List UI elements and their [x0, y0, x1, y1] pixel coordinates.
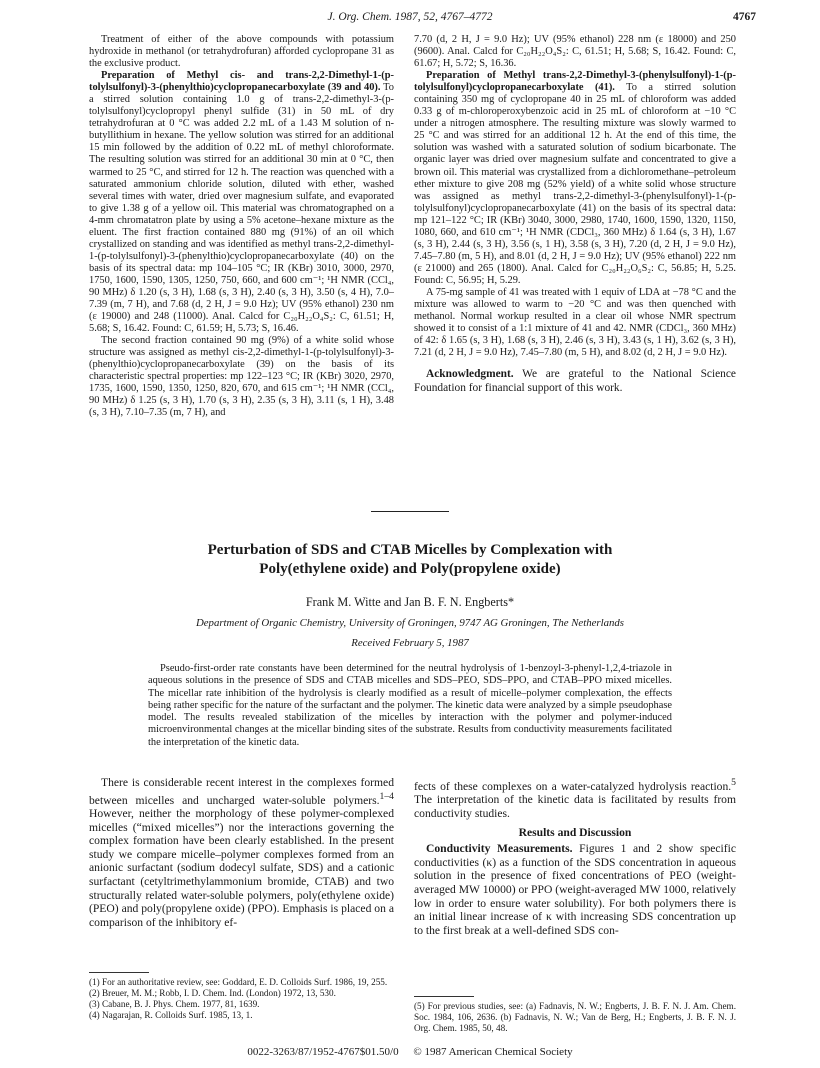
page-number: 4767	[733, 11, 756, 23]
paragraph-heading: Preparation of Methyl trans-2,2-Dimethyl-3-(phenylsulfonyl)-1-(p-tolylsulfonyl)cyclopropanecarboxylate (41).	[414, 70, 736, 94]
acknowledgment-body: We are grateful to the National Science Foundation for financial support of this work.	[414, 368, 736, 394]
footnotes-left	[89, 977, 394, 1021]
paragraph	[89, 70, 394, 335]
footnote: (3) Cabane, B. J. Phys. Chem. 1977, 81, 1639.	[89, 998, 260, 1009]
previous-article-column-right	[414, 34, 736, 395]
footnote: (1) For an authoritative review, see: Goddard, E. D. Colloids Surf. 1986, 19, 255.	[89, 977, 388, 987]
page-footer	[200, 1046, 620, 1058]
article-separator	[371, 511, 449, 512]
received-date: Received February 5, 1987	[351, 637, 469, 649]
paragraph: fects of these complexes on a water-catalyzed hydrolysis reaction.$^5$ The interpretation of the kinetic data is facilitated by results from conductivity studies.	[414, 777, 736, 821]
paragraph-body: Figures 1 and 2 show specific conductivities (κ) as a function of the SDS concentration in aqueous solution in the presence of fixed concentrations of PEO (weight-averaged MW 10000) or PPO (weight-averaged MW 1000, relatively low in order to ensure water solubility). For both polymers there is an initial linear increase of κ with increasing SDS concentration up to the first break at a well-defined SDS con-	[414, 842, 736, 937]
paragraph-body: To a stirred solution containing 350 mg of cyclopropane 40 in 25 mL of chloroform was added 0.33 g of m-chloroperoxybenzoic acid in 25 mL of chloroform at −10 °C under a nitrogen atmosphere. The resulting mixture was slowly warmed to 25 °C and was stirred for an additional 12 h. At the end of this time, the solution was washed with a saturated solution of sodium bicarbonate. The organic layer was dried over magnesium sulfate and concentrated to give a brown oil. This material was crystallized from a dichloromethane–petroleum ether mixture to give 208 mg (52% yield) of a white solid whose structure was assigned as methyl trans-2,2-dimethyl-3-(phenylsulfonyl)-1-(p-tolylsulfonyl)cyclopropanecarboxylate (41) on the basis of its spectral data: mp 121–122 °C; IR (KBr) 3040, 3000, 2980, 1740, 1600, 1590, 1320, 1150, 1080, 660, and 610 cm⁻¹; ¹H NMR (CDCl₃, 360 MHz) δ 1.64 (s, 3 H), 1.67 (s, 3 H), 2.44 (s, 3 H), 3.56 (s, 1 H), 3.58 (s, 3 H), 7.20 (d, 2 H, J = 9.0 Hz), 7.45–7.80 (m, 5 H), and 8.01 (d, 2 H, J = 9.0 Hz); UV (95% ethanol) 222 nm (ε 21000) and 265 (1800). Anal. Calcd for C₂₀H₂₂O₆S₂: C, 56.85; H, 5.25. Found: C, 56.95; H, 5.29.	[414, 82, 736, 286]
footnote-rule	[89, 972, 149, 973]
paragraph	[414, 70, 736, 287]
footnote-rule	[414, 996, 474, 997]
paragraph: 7.70 (d, 2 H, J = 9.0 Hz); UV (95% ethanol) 228 nm (ε 18000) and 250 (9600). Anal. Calcd for C₂₀H₂₂O₄S₂: C, 61.51; H, 5.68; S, 16.42. Found: C, 61.67; H, 5.72; S, 16.36.	[414, 34, 736, 70]
reference-superscript: 5	[731, 777, 736, 788]
section-heading: Results and Discussion	[518, 825, 632, 839]
title-line: Poly(ethylene oxide) and Poly(propylene oxide)	[259, 561, 561, 577]
footnote: (2) Breuer, M. M.; Robb, I. D. Chem. Ind. (London) 1972, 13, 530.	[89, 987, 336, 998]
article-affiliation: Department of Organic Chemistry, University of Groningen, 9747 AG Groningen, The Netherlands	[195, 617, 625, 629]
acknowledgment-heading: Acknowledgment.	[426, 368, 514, 381]
title-line: Perturbation of SDS and CTAB Micelles by Complexation with	[207, 542, 613, 558]
abstract: Pseudo-first-order rate constants have been determined for the neutral hydrolysis of 1-benzoyl-3-phenyl-1,2,4-triazole in aqueous solutions in the presence of SDS and CTAB micelles and SDS–PEO, SDS–PPO, and CTAB–PPO mixed micelles. The micellar rate inhibition of the hydrolysis is clearly modified as a result of micelle–polymer complexation, the effects being rather specific for the nature of the surfactant and the polymer. The kinetic data were analyzed by a simple pseudophase model. The results revealed stabilization of the micelles by interaction with the polymer and polymer-induced microenvironmental changes at the micellar binding sites of the substrate. Results from conductivity measurements facilitated the interpretation of the kinetic data.	[148, 663, 672, 748]
article-code: 0022-3263/87/1952-4767$01.50/0	[247, 1046, 399, 1058]
paragraph	[414, 842, 736, 937]
reference-superscript: 1–4	[379, 790, 394, 802]
article-authors: Frank M. Witte and Jan B. F. N. Engberts*	[305, 595, 515, 609]
footnote: (4) Nagarajan, R. Colloids Surf. 1985, 13, 1.	[89, 1009, 253, 1020]
footnote: (5) For previous studies, see: (a) Fadnavis, N. W.; Engberts, J. B. F. N. J. Am. Chem. Soc. 1984, 106, 2636. (b) Fadnavis, N. W.; Van de Berg, H.; Engberts, J. B. F. N. J. Org. Chem. 1985, 50, 48.	[414, 1001, 736, 1033]
article-title	[100, 541, 720, 579]
previous-article-column-left	[89, 34, 394, 420]
paragraph: A 75-mg sample of 41 was treated with 1 equiv of LDA at −78 °C and the mixture was allowed to warm to −20 °C and was then quenched with methanol. Normal workup resulted in a clear oil whose NMR spectrum showed it to consist of a 1:1 mixture of 41 and 42. NMR (CDCl₃, 360 MHz) of 42: δ 1.65 (s, 3 H), 1.68 (s, 3 H), 2.46 (s, 3 H), 3.43 (s, 1 H), 3.62 (s, 3 H), 7.21 (d, 2 H, J = 9.0 Hz), 7.45–7.80 (m, 5 H), and 8.02 (d, 2 H, J = 9.0 Hz).	[414, 286, 736, 359]
acknowledgment	[414, 368, 736, 395]
journal-citation: J. Org. Chem. 1987, 52, 4767–4772	[327, 11, 493, 23]
intro-paragraph: There is considerable recent interest in the complexes formed between micelles and uncharged water-soluble polymers.$^{1-4}$ However, neither the morphology of these polymer-complexed micelles (“mixed micelles”) nor the interactions governing the complex formation have been clearly established. In the present study we compare micelle–polymer complexes formed from an anionic surfactant (sodium dodecyl sulfate, SDS) and a cationic surfactant (cetyltrimethylammonium bromide, CTAB) and two structurally related water-soluble polymers, poly(ethylene oxide) (PEO) and poly(propylene oxide) (PPO). Emphasis is placed on a comparison of the inhibitory ef-	[89, 776, 394, 929]
paragraph-heading: Preparation of Methyl cis- and trans-2,2-Dimethyl-1-(p-tolylsulfonyl)-3-(phenylthio)cyclopropanecarboxylate (39 and 40).	[89, 70, 394, 94]
body-column-left	[89, 776, 394, 929]
body-column-right	[414, 776, 736, 937]
footnotes-right	[414, 1001, 736, 1034]
paragraph: Treatment of either of the above compounds with potassium hydroxide in methanol (or tetrahydrofuran) afforded cyclopropane 31 as the exclusive product.	[89, 34, 394, 70]
paragraph: The second fraction contained 90 mg (9%) of a white solid whose structure was assigned as methyl cis-2,2-dimethyl-1-(p-tolylsulfonyl)-3-(phenylthio)cyclopropanecarboxylate (39) on the basis of its characteristic spectral properties: mp 122–123 °C; IR (KBr) 3020, 2970, 1735, 1600, 1590, 1350, 1250, 820, 670, and 615 cm⁻¹; ¹H NMR (CCl₄, 90 MHz) δ 1.25 (s, 3 H), 1.70 (s, 3 H), 2.35 (s, 3 H), 3.11 (s, 1 H), 3.48 (s, 3 H), 7.10–7.35 (m, 7 H), and	[89, 335, 394, 419]
subsection-heading: Conductivity Measurements.	[426, 842, 573, 856]
copyright: © 1987 American Chemical Society	[413, 1046, 573, 1058]
paragraph-body: To a stirred solution containing 1.0 g of trans-2,2-dimethyl-3-(p-tolylsulfonyl)cyclopropyl phenyl sulfide (31) in 50 mL of dry tetrahydrofuran at 0 °C was added 2.2 mL of a 1.43 M solution of n-butyllithium in hexane. The yellow solution was stirred for an additional 15 min followed by the addition of 0.22 mL of methyl chloroformate. The resulting solution was stirred for an additional 30 min at 0 °C, then warmed to 25 °C, and stirred for 12 h. The reaction was quenched with a saturated ammonium chloride solution, diluted with ether, washed several times with water, dried over magnesium sulfate, and evaporated to give 1.38 g of a yellow oil. This material was chromatographed on a 4-mm chromatatron plate by using a 5% acetone–hexane mixture as the eluent. The first fraction contained 880 mg (91%) of an oil which crystallized on standing and was identified as methyl trans-2,2-dimethyl-1-(p-tolylsulfonyl)-3-(phenylthio)cyclopropanecarboxylate (40) on the basis of its spectral data: mp 104–105 °C; IR (KBr) 3010, 3000, 2970, 1750, 1600, 1590, 1305, 1250, 750, 660, and 600 cm⁻¹; ¹H NMR (CCl₄, 90 MHz) δ 1.20 (s, 3 H), 1.68 (s, 3 H), 2.40 (s, 3 H), 3.50 (s, 4 H), 7.0–7.39 (m, 7 H), and 7.68 (d, 2 H, J = 9.0 Hz); UV (95% ethanol) 230 nm (ε 19000) and 248 (11000). Anal. Calcd for C₂₀H₂₂O₄S₂: C, 61.51; H, 5.68; S, 16.42. Found: C, 61.59; H, 5.73; S, 16.46.	[89, 82, 394, 335]
running-header	[0, 11, 820, 27]
